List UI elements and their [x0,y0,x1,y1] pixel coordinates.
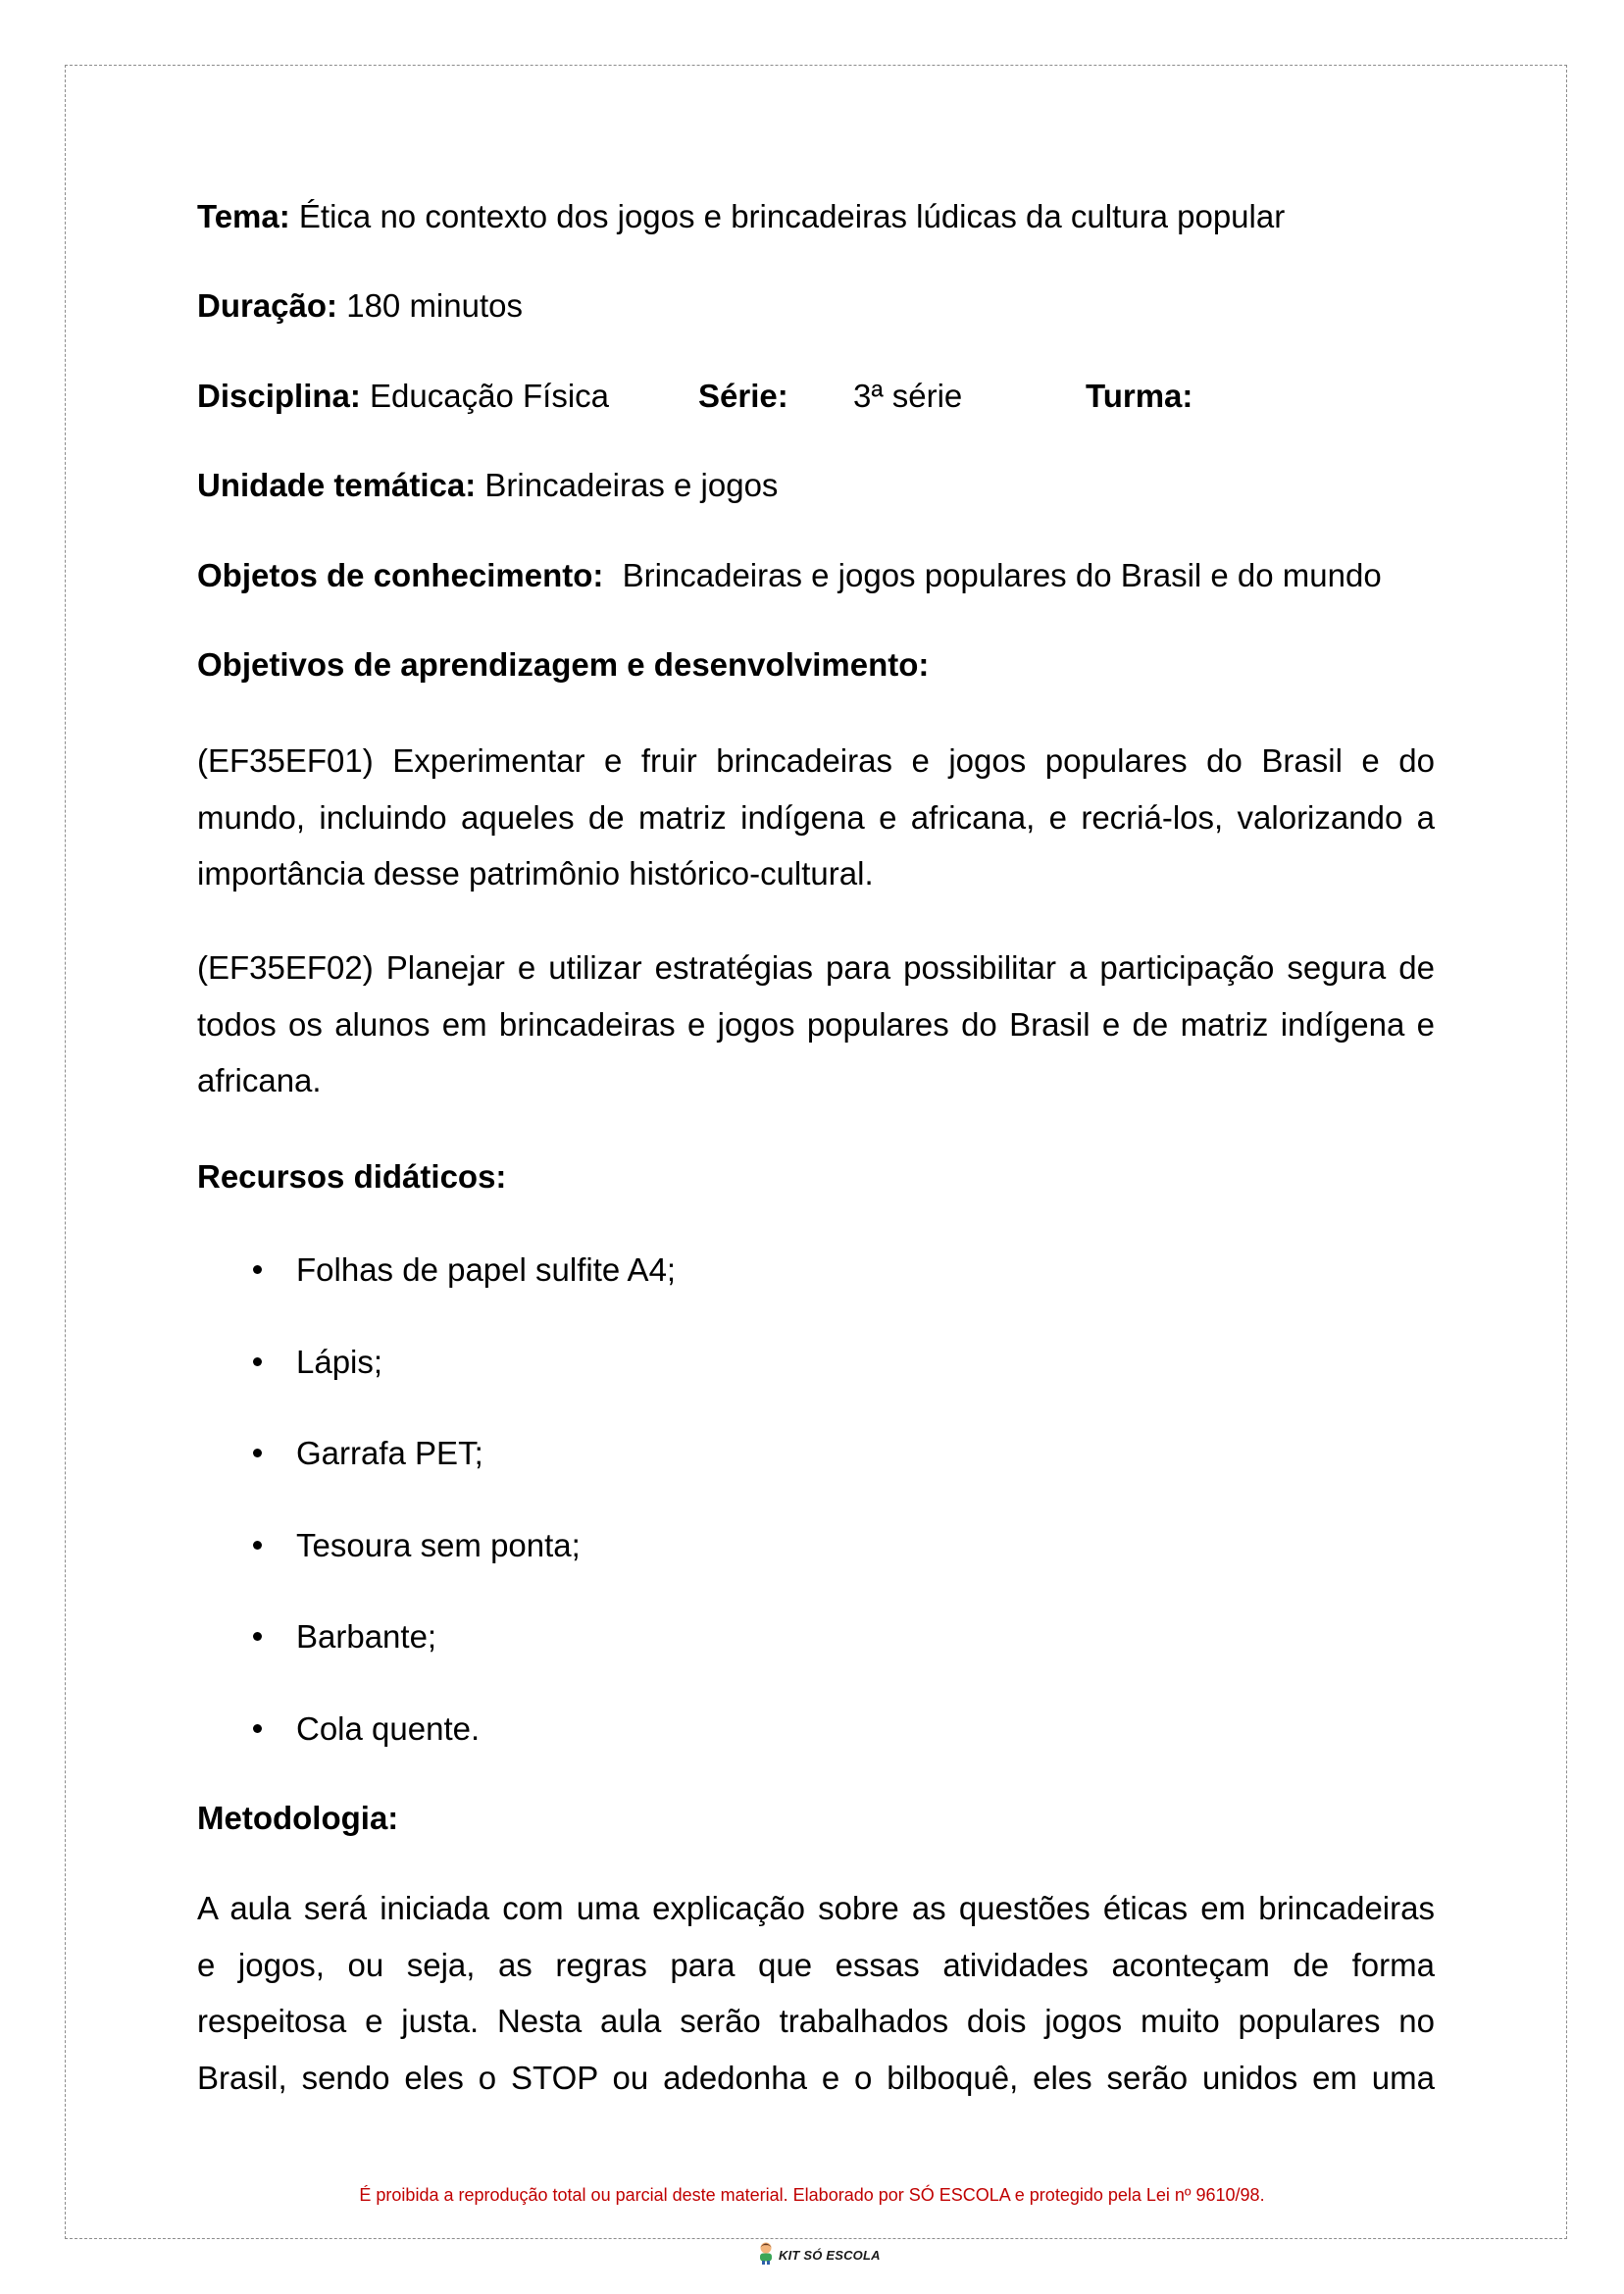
bullet-icon [253,1449,262,1457]
kit-so-escola-logo [757,2243,881,2267]
list-item [197,1334,1435,1391]
objective-ef35ef02 [197,940,1435,1109]
tema-row [197,188,1435,245]
objetivos-heading-row [197,637,1435,693]
disciplina-value: Educação Física [370,378,610,414]
copyright-notice: É proibida a reprodução total ou parcial deste material. Elaborado por SÓ ESCOLA e protegido pela Lei nº 9610/98. [359,2185,1265,2205]
turma-label: Turma: [1086,378,1193,414]
list-item-text: Cola quente. [296,1709,481,1747]
serie-label: Série: [698,378,788,414]
list-item [197,1608,1435,1665]
unidade-value: Brincadeiras e jogos [484,467,779,503]
objective-ef35ef01 [197,733,1435,902]
list-item [197,1701,1435,1758]
logo-text: KIT SÓ ESCOLA [779,2247,881,2263]
unidade-label: Unidade temática: [197,467,477,503]
list-item-text: Tesoura sem ponta; [296,1526,581,1563]
duracao-value: 180 minutos [346,287,523,324]
list-item [197,1242,1435,1299]
objetos-row [197,547,1435,604]
paragraph-line: importância desse patrimônio histórico-cultural. [197,855,874,892]
paragraph-line: A aula será iniciada com uma explicação sobre as questões éticas em brincadeiras [197,1890,1435,1926]
metodologia-heading: Metodologia: [197,1800,399,1836]
metodologia-paragraph [197,1880,1435,2106]
serie-value: 3ª série [853,378,963,414]
objetivos-heading: Objetivos de aprendizagem e desenvolvimento: [197,646,930,683]
list-item [197,1425,1435,1482]
tema-value: Ética no contexto dos jogos e brincadeiras lúdicas da cultura popular [298,198,1286,234]
bullet-icon [253,1357,262,1366]
recursos-list [197,1242,1435,1793]
objetos-label: Objetos de conhecimento: [197,557,604,593]
paragraph-line: respeitosa e justa. Nesta aula serão trabalhados dois jogos muito populares no [197,2003,1435,2039]
paragraph-line: todos os alunos em brincadeiras e jogos populares do Brasil e de matriz indígena e [197,1005,1435,1043]
bullet-icon [253,1265,262,1274]
paragraph-line: africana. [197,1062,322,1098]
bullet-icon [253,1541,262,1550]
paragraph-line: mundo, incluindo aqueles de matriz indígena e africana, e recriá-los, valorizando a [197,798,1435,836]
list-item-text: Folhas de papel sulfite A4; [296,1251,677,1288]
paragraph-line: Brasil, sendo eles o STOP ou adedonha e o bilboquê, eles serão unidos em uma [197,2059,1435,2096]
unidade-row [197,457,1435,514]
duracao-label: Duração: [197,287,338,324]
bullet-icon [253,1724,262,1733]
paragraph-line: e jogos, ou seja, as regras para que essas atividades aconteçam de forma [197,1946,1435,1983]
duracao-row [197,278,1435,334]
list-item-text: Garrafa PET; [296,1435,483,1472]
metodologia-heading-row [197,1790,1435,1847]
disciplina-label: Disciplina: [197,378,361,414]
recursos-heading-row [197,1148,1435,1205]
recursos-heading: Recursos didáticos: [197,1158,507,1195]
list-item [197,1517,1435,1574]
child-figure-icon [757,2241,775,2269]
disciplina-row [197,368,1435,425]
paragraph-line: (EF35EF01) Experimentar e fruir brincadeiras e jogos populares do Brasil e do [197,742,1435,779]
paragraph-line: (EF35EF02) Planejar e utilizar estratégias para possibilitar a participação segura de [197,949,1435,986]
bullet-icon [253,1632,262,1641]
tema-label: Tema: [197,198,290,234]
list-item-text: Barbante; [296,1618,437,1656]
objetos-value: Brincadeiras e jogos populares do Brasil e do mundo [622,557,1382,593]
list-item-text: Lápis; [296,1343,383,1380]
